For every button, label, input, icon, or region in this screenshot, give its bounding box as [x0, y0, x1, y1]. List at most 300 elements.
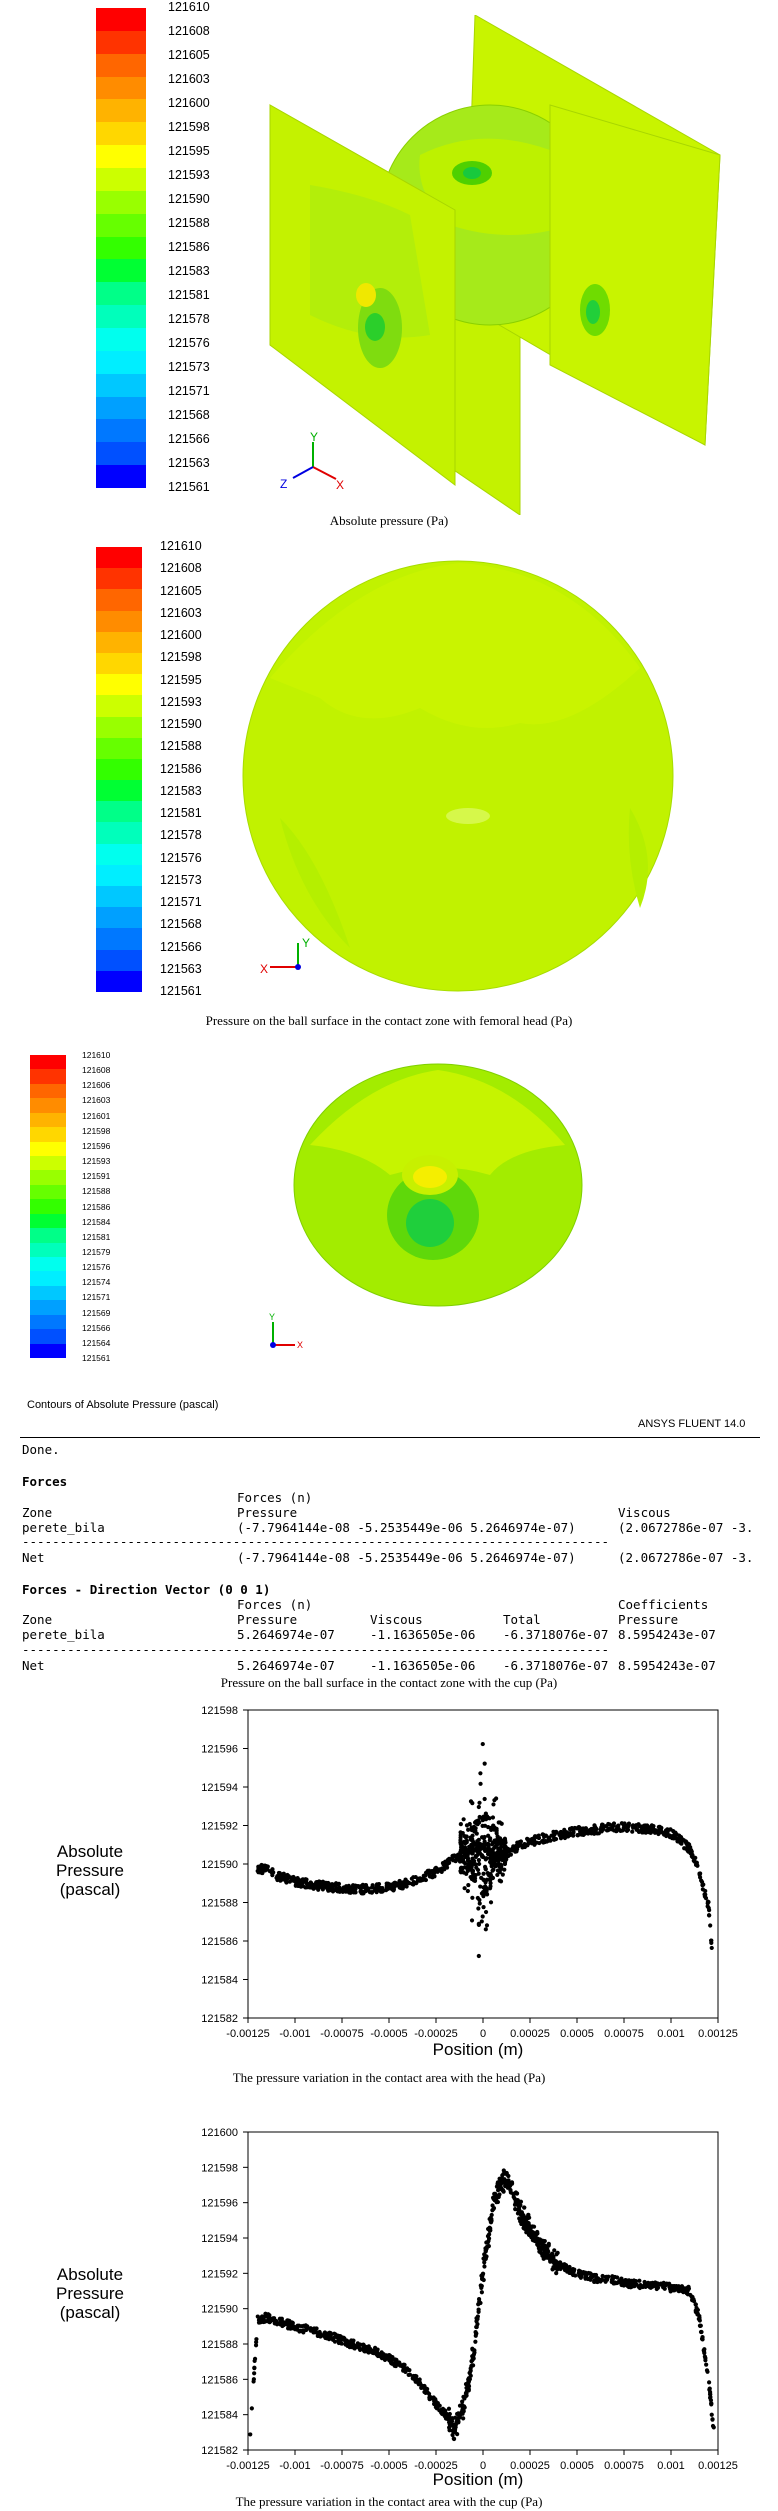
scatter-point — [627, 2282, 631, 2286]
colorbar-segment — [96, 122, 146, 145]
scatter-point — [483, 2253, 487, 2257]
scatter-point — [469, 2364, 473, 2368]
scatter-point — [516, 2211, 520, 2215]
scatter-point — [620, 2282, 624, 2286]
colorbar-label: 121566 — [82, 1322, 111, 1333]
scatter-point — [694, 1863, 698, 1867]
scatter-point — [485, 1923, 489, 1927]
console-dash-2: ------------------------------------------------------------------------------ — [22, 1642, 609, 1657]
scatter-point — [450, 1854, 454, 1858]
colorbar-label: 121588 — [160, 739, 202, 754]
colorbar-segment — [30, 1199, 66, 1214]
scatter-point — [494, 1796, 498, 1800]
y-tick-label: 121596 — [201, 2197, 238, 2210]
scatter-point — [450, 2433, 454, 2437]
scatter-point — [673, 1835, 677, 1839]
scatter-point — [252, 2371, 256, 2375]
colorbar-segment — [96, 442, 146, 465]
scatter-point — [497, 2195, 501, 2199]
scatter-point — [466, 1883, 470, 1887]
scatter-point — [608, 1823, 612, 1827]
scatter-point — [302, 2324, 306, 2328]
console-net-pressure: (-7.7964144e-08 -5.2535449e-06 5.2646974e-07) — [237, 1550, 576, 1565]
scatter-point — [484, 2248, 488, 2252]
scatter-point — [476, 1822, 480, 1826]
scatter-point — [493, 2192, 497, 2196]
x-tick-label: 0.00075 — [604, 2028, 644, 2040]
colorbar-label: 121564 — [82, 1337, 111, 1348]
scatter-point — [695, 2312, 699, 2316]
scatter-point — [474, 2331, 478, 2335]
colorbar-segment — [96, 397, 146, 420]
scatter-point — [703, 1894, 707, 1898]
scatter-point — [447, 2413, 451, 2417]
scatter-point — [375, 2350, 379, 2354]
scatter-point — [473, 1829, 477, 1833]
scatter-point — [515, 1847, 519, 1851]
colorbar-segment — [96, 31, 146, 54]
scatter-point — [579, 2276, 583, 2280]
scatter-point — [441, 2408, 445, 2412]
colorbar-label: 121576 — [82, 1262, 111, 1273]
colorbar-label: 121608 — [160, 561, 202, 576]
scatter-point — [353, 1887, 357, 1891]
scatter-point — [515, 2191, 519, 2195]
scatter-point — [463, 1886, 467, 1890]
scatter-point — [502, 2190, 506, 2194]
chart-2-ylabel: Absolute Pressure (pascal) — [55, 2265, 125, 2322]
console-col-viscous: Viscous — [618, 1505, 671, 1520]
colorbar-label: 121603 — [160, 605, 202, 620]
scatter-point — [253, 2357, 257, 2361]
scatter-point — [499, 1879, 503, 1883]
console-zone-pressure: (-7.7964144e-08 -5.2535449e-06 5.2646974e-07) — [237, 1520, 576, 1535]
colorbar-label: 121610 — [168, 0, 210, 14]
colorbar-segment — [30, 1170, 66, 1185]
console-zone-t: -6.3718076e-07 — [503, 1627, 609, 1642]
colorbar-label: 121600 — [168, 96, 210, 110]
scatter-point — [516, 1842, 520, 1846]
colorbar-segment — [96, 822, 142, 844]
colorbar-segment — [30, 1185, 66, 1200]
y-tick-label: 121596 — [201, 1743, 238, 1756]
scatter-point — [707, 1913, 711, 1917]
colorbar-segment — [96, 305, 146, 328]
contour-title: Contours of Absolute Pressure (pascal) — [27, 1399, 219, 1411]
scatter-point — [503, 1862, 507, 1866]
scatter-point — [259, 1868, 263, 1872]
scatter-point — [577, 2271, 581, 2275]
axis-x-label: X — [336, 478, 345, 492]
scatter-point — [648, 1828, 652, 1832]
scatter-point — [458, 2404, 462, 2408]
scatter-point — [465, 1854, 469, 1858]
scatter-point — [535, 2242, 539, 2246]
console-zone-viscous: (2.0672786e-07 -3. — [618, 1520, 754, 1535]
scatter-point — [480, 2290, 484, 2294]
scatter-point — [489, 2220, 493, 2224]
scatter-point — [502, 2179, 506, 2183]
scatter-point — [480, 2277, 484, 2281]
scatter-point — [484, 1867, 488, 1871]
scatter-point — [296, 2324, 300, 2328]
scatter-point — [522, 2206, 526, 2210]
colorbar-label: 121566 — [168, 432, 210, 446]
scatter-point — [581, 2271, 585, 2275]
scatter-point — [655, 1830, 659, 1834]
scatter-point — [461, 2416, 465, 2420]
console-net-c: 8.5954243e-07 — [618, 1658, 716, 1673]
scatter-point — [480, 1853, 484, 1857]
console-col-viscous-2: Viscous — [370, 1612, 423, 1627]
colorbar-label: 121596 — [82, 1140, 111, 1151]
scatter-point — [544, 1833, 548, 1837]
scatter-point — [417, 2380, 421, 2384]
scatter-point — [367, 2349, 371, 2353]
scatter-point — [526, 2213, 530, 2217]
scatter-point — [698, 1872, 702, 1876]
colorbar-label: 121579 — [82, 1246, 111, 1257]
scatter-point — [256, 2314, 260, 2318]
scatter-point — [394, 2364, 398, 2368]
colorbar-label: 121578 — [160, 828, 202, 843]
scatter-point — [474, 1873, 478, 1877]
scatter-point — [477, 1858, 481, 1862]
scatter-point — [497, 1862, 501, 1866]
console-col-coefficients: Coefficients — [618, 1597, 709, 1612]
scatter-point — [615, 2275, 619, 2279]
colorbar-label: 121610 — [160, 539, 202, 553]
colorbar-label: 121586 — [168, 240, 210, 254]
axis-triad-2 — [258, 937, 328, 992]
console-direction-header: Forces - Direction Vector (0 0 1) — [22, 1582, 271, 1597]
x-tick-label: -0.00125 — [226, 2460, 270, 2472]
scatter-point — [333, 2340, 337, 2344]
scatter-point — [706, 1900, 710, 1904]
chart-2-xlabel: Position (m) — [432, 2470, 524, 2489]
scatter-point — [554, 2252, 558, 2256]
scatter-point — [461, 2395, 465, 2399]
scatter-point — [709, 2401, 713, 2405]
scatter-point — [477, 1954, 481, 1958]
colorbar-segment — [96, 214, 146, 237]
colorbar-segment — [96, 801, 142, 823]
colorbar-label: 121571 — [160, 895, 202, 909]
colorbar-3 — [30, 1055, 66, 1358]
scatter-point — [470, 1834, 474, 1838]
scatter-point — [488, 1878, 492, 1882]
colorbar-segment — [96, 547, 142, 569]
colorbar-label: 121586 — [160, 761, 202, 776]
scatter-point — [571, 2267, 575, 2271]
x-tick-label: -0.00025 — [414, 2460, 458, 2472]
colorbar-segment — [96, 374, 146, 397]
scatter-point — [428, 1874, 432, 1878]
scatter-point — [466, 1889, 470, 1893]
scatter-point — [619, 1829, 623, 1833]
console-net-label: Net — [22, 1550, 45, 1565]
scatter-point — [519, 2200, 523, 2204]
colorbar-segment — [96, 632, 142, 654]
colorbar-segment — [30, 1084, 66, 1099]
scatter-point — [525, 1843, 529, 1847]
scatter-point — [258, 2320, 262, 2324]
scatter-point — [424, 2391, 428, 2395]
scatter-point — [452, 2437, 456, 2441]
figure-1-caption: Absolute pressure (Pa) — [329, 513, 449, 528]
software-label: ANSYS FLUENT 14.0 — [638, 1418, 746, 1430]
scatter-point — [483, 1797, 487, 1801]
y-tick-label: 121588 — [201, 1897, 238, 1910]
x-tick-label: -0.0005 — [370, 2028, 408, 2040]
scatter-point — [317, 2333, 321, 2337]
colorbar-label: 121563 — [160, 961, 202, 976]
colorbar-segment — [30, 1257, 66, 1272]
scatter-point — [462, 1840, 466, 1844]
console-zone-v: -1.1636505e-06 — [370, 1627, 476, 1642]
scatter-point — [296, 1880, 300, 1884]
scatter-point — [478, 1884, 482, 1888]
scatter-point — [252, 2377, 256, 2381]
contact-zone-left-peak — [356, 283, 376, 307]
scatter-point — [434, 2405, 438, 2409]
colorbar-label: 121581 — [160, 806, 202, 820]
scatter-point — [432, 2397, 436, 2401]
axis-z-label: Z — [280, 477, 288, 491]
scatter-point — [490, 2203, 494, 2207]
colorbar-segment — [96, 611, 142, 633]
x-tick-label: 0.001 — [657, 2028, 685, 2040]
x-tick-label: 0.0005 — [560, 2028, 594, 2040]
scatter-point — [682, 1838, 686, 1842]
scatter-point — [619, 2278, 623, 2282]
scatter-point — [535, 2230, 539, 2234]
colorbar-1 — [96, 8, 146, 488]
scatter-point — [264, 2312, 268, 2316]
scatter-point — [262, 2320, 266, 2324]
scatter-point — [694, 2303, 698, 2307]
colorbar-label: 121574 — [82, 1277, 111, 1288]
scatter-point — [411, 2376, 415, 2380]
scatter-point — [510, 2182, 514, 2186]
scatter-point — [514, 2199, 518, 2203]
scatter-point — [478, 1782, 482, 1786]
scatter-point — [443, 1860, 447, 1864]
scatter-point — [470, 1801, 474, 1805]
scatter-point — [456, 2416, 460, 2420]
scatter-point — [534, 1841, 538, 1845]
scatter-point — [554, 2271, 558, 2275]
scatter-point — [482, 2260, 486, 2264]
scatter-point — [325, 2336, 329, 2340]
x-tick-label: 0.00025 — [510, 2028, 550, 2040]
scatter-point — [463, 1834, 467, 1838]
scatter-point — [702, 2351, 706, 2355]
scatter-point — [631, 2283, 635, 2287]
colorbar-label: 121608 — [82, 1065, 111, 1076]
scatter-point — [637, 1824, 641, 1828]
colorbar-label: 121576 — [168, 336, 210, 350]
chart-1-caption: The pressure variation in the contact area with the head (Pa) — [232, 2070, 546, 2085]
colorbar-label: 121573 — [160, 872, 202, 887]
scatter-point — [559, 1836, 563, 1840]
scatter-point — [484, 1927, 488, 1931]
scatter-point — [481, 1824, 485, 1828]
scatter-point — [476, 2302, 480, 2306]
scatter-point — [581, 1828, 585, 1832]
scatter-point — [309, 2329, 313, 2333]
scatter-point — [397, 1885, 401, 1889]
scatter-point — [407, 2373, 411, 2377]
scatter-point — [469, 1875, 473, 1879]
scatter-point — [447, 2407, 451, 2411]
colorbar-label: 121561 — [82, 1353, 111, 1363]
scatter-point — [542, 2256, 546, 2260]
scatter-point — [321, 1887, 325, 1891]
colorbar-label: 121578 — [168, 312, 210, 326]
console-dash: ------------------------------------------------------------------------------ — [22, 1534, 609, 1549]
scatter-point — [359, 1886, 363, 1890]
colorbar-segment — [30, 1098, 66, 1113]
scatter-point — [640, 1828, 644, 1832]
colorbar-segment — [30, 1228, 66, 1243]
console-zone-c: 8.5954243e-07 — [618, 1627, 716, 1642]
scatter-point — [432, 1874, 436, 1878]
scatter-point — [481, 1872, 485, 1876]
scatter-point — [455, 2432, 459, 2436]
console-col-pressure: Pressure — [237, 1505, 298, 1520]
colorbar-segment — [96, 259, 146, 282]
scatter-point — [495, 2185, 499, 2189]
scatter-point — [252, 2366, 256, 2370]
scatter-point — [705, 2368, 709, 2372]
scatter-point — [535, 1835, 539, 1839]
scatter-point — [550, 2253, 554, 2257]
scatter-point — [489, 1862, 493, 1866]
colorbar-segment — [96, 780, 142, 802]
colorbar-label: 121571 — [82, 1292, 111, 1303]
scatter-point — [671, 1829, 675, 1833]
scatter-point — [488, 1886, 492, 1890]
scatter-point — [462, 1817, 466, 1821]
scatter-point — [670, 2288, 674, 2292]
scatter-point — [391, 1888, 395, 1892]
console-done: Done. — [22, 1442, 60, 1457]
scatter-point — [471, 1848, 475, 1852]
scatter-point — [316, 1888, 320, 1892]
colorbar-segment — [30, 1315, 66, 1330]
console-net-p: 5.2646974e-07 — [237, 1658, 335, 1673]
scatter-point — [491, 2196, 495, 2200]
scatter-point — [313, 2327, 317, 2331]
colorbar-label: 121581 — [82, 1231, 111, 1242]
figure-2-caption: Pressure on the ball surface in the contact zone with femoral head (Pa) — [205, 1013, 573, 1028]
console-net-v: -1.1636505e-06 — [370, 1658, 476, 1673]
figure-3-caption: Pressure on the ball surface in the contact zone with the cup (Pa) — [220, 1675, 558, 1690]
scatter-point — [445, 1865, 449, 1869]
scatter-point — [470, 1896, 474, 1900]
scatter-point — [595, 2278, 599, 2282]
colorbar-segment — [96, 168, 146, 191]
scatter-point — [709, 1938, 713, 1942]
scatter-point — [667, 2282, 671, 2286]
scatter-point — [407, 1881, 411, 1885]
scatter-point — [339, 2334, 343, 2338]
colorbar-label: 121605 — [160, 583, 202, 598]
scatter-point — [451, 1858, 455, 1862]
scatter-point — [382, 2356, 386, 2360]
colorbar-segment — [30, 1142, 66, 1157]
colorbar-label: 121595 — [160, 672, 202, 687]
colorbar-segment — [96, 907, 142, 929]
scatter-point — [554, 1830, 558, 1834]
scatter-point — [470, 1918, 474, 1922]
scatter-point — [286, 2326, 290, 2330]
x-tick-label: -0.0005 — [370, 2460, 408, 2472]
x-tick-label: 0.001 — [657, 2460, 685, 2472]
scatter-point — [400, 1881, 404, 1885]
scatter-point — [592, 1832, 596, 1836]
scatter-point — [499, 1849, 503, 1853]
scatter-point — [490, 2208, 494, 2212]
scatter-point — [474, 2319, 478, 2323]
scatter-point — [556, 2265, 560, 2269]
scatter-point — [346, 2344, 350, 2348]
scatter-point — [643, 1823, 647, 1827]
ball-cup-peak — [413, 1166, 447, 1188]
scatter-point — [562, 1828, 566, 1832]
scatter-point — [466, 1858, 470, 1862]
console-zone-p: 5.2646974e-07 — [237, 1627, 335, 1642]
scatter-point — [352, 1890, 356, 1894]
scatter-point — [637, 2279, 641, 2283]
scatter-point — [268, 2319, 272, 2323]
x-tick-label: 0 — [479, 2028, 487, 2040]
colorbar-label: 121584 — [82, 1216, 111, 1227]
scatter-point — [655, 2282, 659, 2286]
scatter-point — [266, 1864, 270, 1868]
scatter-point — [290, 1878, 294, 1882]
scatter-point — [698, 1875, 702, 1879]
scatter-point — [473, 2340, 477, 2344]
colorbar-segment — [96, 8, 146, 31]
scatter-point — [484, 1857, 488, 1861]
scatter-point — [491, 1815, 495, 1819]
scatter-point — [283, 2321, 287, 2325]
scatter-point — [481, 1818, 485, 1822]
scatter-point — [570, 1827, 574, 1831]
scatter-point — [401, 2364, 405, 2368]
colorbar-label: 121590 — [160, 717, 202, 731]
colorbar-label: 121561 — [168, 480, 210, 494]
colorbar-segment — [96, 99, 146, 122]
scatter-point — [641, 2284, 645, 2288]
scatter-point — [528, 2231, 532, 2235]
y-tick-label: 121598 — [201, 2162, 238, 2175]
scatter-point — [650, 2285, 654, 2289]
x-tick-label: -0.001 — [279, 2460, 311, 2472]
scatter-point — [560, 2265, 564, 2269]
scatter-point — [465, 2389, 469, 2393]
ball-surface-render — [240, 558, 690, 998]
colorbar-segment — [96, 77, 146, 100]
scatter-point — [541, 1840, 545, 1844]
colorbar-label: 121610 — [82, 1050, 111, 1060]
scatter-point — [463, 2405, 467, 2409]
scatter-point — [502, 1845, 506, 1849]
colorbar-label: 121576 — [160, 850, 202, 865]
scatter-point — [358, 2348, 362, 2352]
